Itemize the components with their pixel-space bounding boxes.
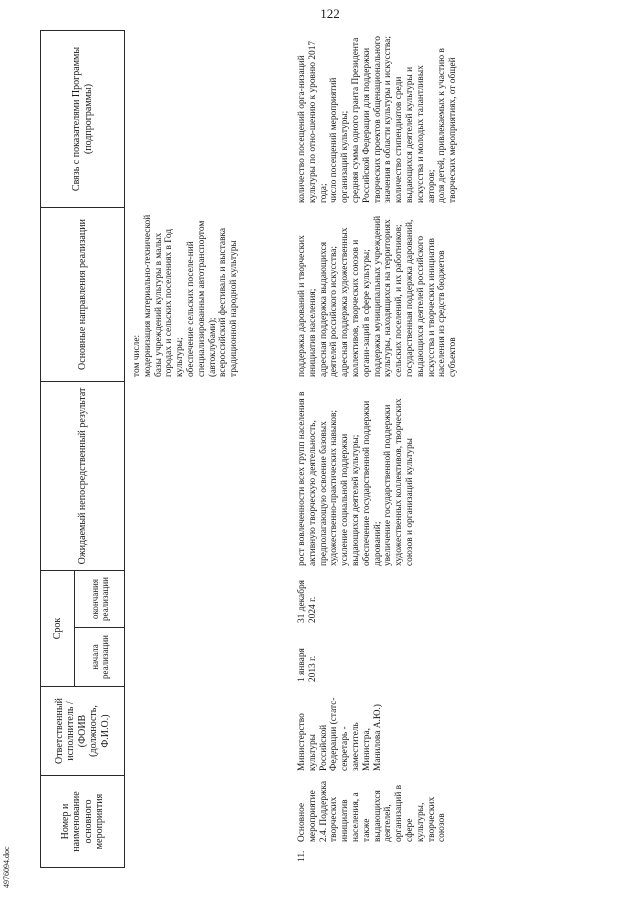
responsible-executor: Министерство культуры Российской Федерации (статс-секретарь - заместитель Министра, Манилова А.Ю.): [297, 697, 383, 771]
page-number: 122: [320, 6, 340, 21]
header-directions: Основные направления реализации: [76, 219, 88, 370]
term-start-date: 1 января 2013 г.: [297, 648, 318, 682]
header-number-name: Номер и наименование основного мероприятия: [59, 791, 105, 852]
table-border-left: [40, 867, 124, 868]
document-id: 4976094.doc: [2, 846, 11, 888]
header-term-start: начала реализации: [89, 635, 110, 679]
plan-table: [40, 30, 626, 868]
expected-result-text: рост вовлеченности всех групп населения в активную творческую деятельность, предполагающую освоение базовых художественно-практических навыков; усиление социальной поддержки выдающихся деятелей культуры; обеспечение государственной поддержки дарований; увеличение государственной поддержки художественных коллективов, творческих союзов и организаций культуры: [297, 391, 415, 566]
indicators-text: количество посещений орга-низаций культуры по отно-шению к уровню 2017 года; число посещений мероприятий организаций культуры; средняя сумма одного гранта Президента Российской Федерации для поддержки творческих проектов общенационального значения в области культуры и искусства; количество стипендиатов среди выдающихся деятелей культуры и искусства и молодых талантливых авторов; доля детей, привлекаемых к участию в творческих мероприятиях, от общей: [297, 36, 459, 203]
row-number: 11.: [297, 850, 307, 862]
continued-directions-text: том числе: модернизация материально-технической базы учреждений культуры в малых городах и сельских поселениях в Год культуры; обеспечение сельских поселе-ний специализированным автотранспортом (автоклубами); всероссийский фестиваль и выставка традиционной народной культуры: [132, 214, 240, 377]
header-indicators: Связь с показателями Программы (подпрограммы): [71, 46, 94, 192]
header-term-end: окончания реализации: [89, 577, 110, 621]
header-term: Срок: [51, 617, 63, 640]
header-bottom-line: [124, 30, 125, 868]
header-responsible: Ответственный исполнитель / (ФОИВ (должность, Ф.И.О.): [53, 698, 111, 764]
directions-text: поддержка дарований и творческих инициатив населения; адресная поддержка выдающихся деятелей российского искусства; адресная поддержка художественных коллективов, творческих союзов и органи-заций в сфере культуры; поддержка муниципальных учреждений культуры, находящихся на территориях сельских поселений, и их работников; государственная поддержка дарований, выдающихся деятелей российского искусства и творческих инициатив населения из средств бюджетов субъектов: [297, 215, 459, 377]
term-end-date: 31 декабря 2024 г.: [297, 580, 318, 623]
header-expected-result: Ожидаемый непосредственный результат: [76, 387, 88, 565]
measure-name: Основное мероприятие 2.4. Поддержка творческих инициатив населения, а также выдающихся деятелей, организаций в сфере культуры, творческих союзов: [297, 780, 448, 842]
